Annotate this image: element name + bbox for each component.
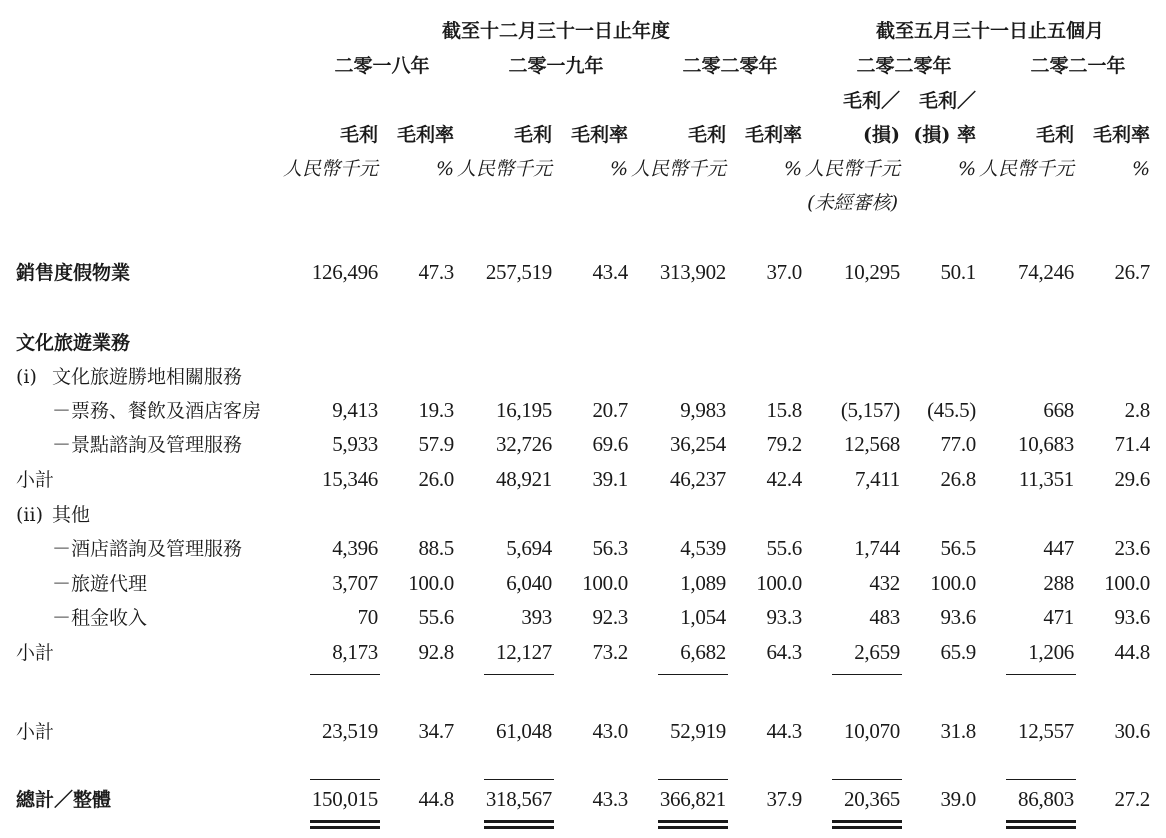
cell-subtotal-cultural-2: 61,048 bbox=[496, 719, 552, 743]
cell-hotel-consulting-9: 23.6 bbox=[1114, 536, 1150, 560]
unit-pct-2019: % bbox=[609, 158, 628, 180]
row-label-scenic-consulting: －景點諮詢及管理服務 bbox=[52, 434, 243, 456]
header-gross-margin-2019: 毛利率 bbox=[570, 124, 628, 146]
cell-rental-5: 93.3 bbox=[766, 605, 802, 629]
cell-rental-2: 393 bbox=[521, 605, 552, 629]
subtotal-rule-2020-five-months bbox=[832, 674, 902, 675]
cell-sales-resort-1: 47.3 bbox=[418, 260, 454, 284]
total-double-rule-2021 bbox=[1006, 820, 1076, 829]
cell-subtotal-i-6: 7,411 bbox=[855, 467, 900, 491]
unit-rmb-2021: 人民幣千元 bbox=[978, 158, 1074, 180]
cell-sales-resort-4: 313,902 bbox=[659, 260, 726, 284]
cell-hotel-consulting-6: 1,744 bbox=[854, 536, 900, 560]
cell-total-0: 150,015 bbox=[311, 787, 378, 811]
unit-pct-2020-five-months: % bbox=[957, 158, 976, 180]
unit-rmb-2020: 人民幣千元 bbox=[630, 158, 726, 180]
cell-scenic-consulting-8: 10,683 bbox=[1018, 432, 1074, 456]
cell-subtotal-i-7: 26.8 bbox=[940, 467, 976, 491]
cell-ticketing-2: 16,195 bbox=[496, 398, 552, 422]
cell-ticketing-9: 2.8 bbox=[1124, 398, 1150, 422]
cell-rental-4: 1,054 bbox=[680, 605, 726, 629]
row-label-rental: －租金收入 bbox=[52, 607, 148, 629]
row-label-ticketing: －票務、餐飲及酒店客房 bbox=[52, 400, 262, 422]
cell-sales-resort-5: 37.0 bbox=[766, 260, 802, 284]
cell-rental-9: 93.6 bbox=[1114, 605, 1150, 629]
cell-subtotal-cultural-3: 43.0 bbox=[592, 719, 628, 743]
cell-travel-agency-2: 6,040 bbox=[506, 571, 552, 595]
total-double-rule-2018 bbox=[310, 820, 380, 829]
cell-hotel-consulting-0: 4,396 bbox=[332, 536, 378, 560]
cell-travel-agency-7: 100.0 bbox=[930, 571, 976, 595]
total-double-rule-2020-five-months bbox=[832, 820, 902, 829]
row-label-scenic-related: 文化旅遊勝地相關服務 bbox=[52, 366, 243, 388]
total-top-rule-2021 bbox=[1006, 779, 1076, 780]
row-label-subtotal-cultural: 小計 bbox=[16, 721, 55, 743]
cell-hotel-consulting-2: 5,694 bbox=[506, 536, 552, 560]
cell-sales-resort-7: 50.1 bbox=[940, 260, 976, 284]
row-label-sales-resort: 銷售度假物業 bbox=[16, 262, 131, 284]
cell-rental-6: 483 bbox=[869, 605, 900, 629]
year-header-2019: 二零一九年 bbox=[508, 55, 604, 77]
cell-subtotal-ii-4: 6,682 bbox=[680, 640, 726, 664]
cell-scenic-consulting-9: 71.4 bbox=[1114, 432, 1150, 456]
cell-subtotal-cultural-0: 23,519 bbox=[322, 719, 378, 743]
cell-rental-0: 70 bbox=[357, 605, 378, 629]
cell-ticketing-5: 15.8 bbox=[766, 398, 802, 422]
cell-sales-resort-2: 257,519 bbox=[485, 260, 552, 284]
cell-subtotal-i-2: 48,921 bbox=[496, 467, 552, 491]
cell-ticketing-4: 9,983 bbox=[680, 398, 726, 422]
header-gp-loss-line1: 毛利／ bbox=[842, 90, 900, 112]
cell-hotel-consulting-3: 56.3 bbox=[592, 536, 628, 560]
cell-ticketing-7: (45.5) bbox=[927, 398, 976, 422]
row-label-cultural-tourism: 文化旅遊業務 bbox=[16, 332, 131, 354]
subtotal-rule-2021 bbox=[1006, 674, 1076, 675]
group-header-year-ended: 截至十二月三十一日止年度 bbox=[441, 20, 671, 42]
cell-travel-agency-3: 100.0 bbox=[582, 571, 628, 595]
total-top-rule-2018 bbox=[310, 779, 380, 780]
cell-subtotal-cultural-6: 10,070 bbox=[844, 719, 900, 743]
cell-hotel-consulting-4: 4,539 bbox=[680, 536, 726, 560]
cell-ticketing-3: 20.7 bbox=[592, 398, 628, 422]
cell-travel-agency-8: 288 bbox=[1043, 571, 1074, 595]
cell-scenic-consulting-5: 79.2 bbox=[766, 432, 802, 456]
unit-pct-2018: % bbox=[435, 158, 454, 180]
cell-subtotal-i-4: 46,237 bbox=[670, 467, 726, 491]
cell-hotel-consulting-7: 56.5 bbox=[940, 536, 976, 560]
header-gross-profit-2019: 毛利 bbox=[513, 124, 552, 146]
cell-total-3: 43.3 bbox=[592, 787, 628, 811]
row-label-subtotal-i: 小計 bbox=[16, 469, 55, 491]
cell-sales-resort-3: 43.4 bbox=[592, 260, 628, 284]
header-gross-margin-2020: 毛利率 bbox=[744, 124, 802, 146]
cell-subtotal-ii-9: 44.8 bbox=[1114, 640, 1150, 664]
cell-subtotal-ii-7: 65.9 bbox=[940, 640, 976, 664]
cell-subtotal-ii-2: 12,127 bbox=[496, 640, 552, 664]
cell-travel-agency-0: 3,707 bbox=[332, 571, 378, 595]
cell-scenic-consulting-1: 57.9 bbox=[418, 432, 454, 456]
cell-ticketing-8: 668 bbox=[1043, 398, 1074, 422]
cell-subtotal-ii-1: 92.8 bbox=[418, 640, 454, 664]
cell-subtotal-cultural-1: 34.7 bbox=[418, 719, 454, 743]
cell-subtotal-ii-8: 1,206 bbox=[1028, 640, 1074, 664]
total-top-rule-2020-five-months bbox=[832, 779, 902, 780]
cell-ticketing-6: (5,157) bbox=[840, 398, 900, 422]
row-num-ii: (ii) bbox=[16, 504, 43, 526]
total-top-rule-2020 bbox=[658, 779, 728, 780]
header-gross-margin-2021: 毛利率 bbox=[1092, 124, 1150, 146]
unit-pct-2021: % bbox=[1131, 158, 1150, 180]
cell-hotel-consulting-8: 447 bbox=[1043, 536, 1074, 560]
cell-scenic-consulting-3: 69.6 bbox=[592, 432, 628, 456]
header-gross-profit-2021: 毛利 bbox=[1035, 124, 1074, 146]
cell-total-2: 318,567 bbox=[485, 787, 552, 811]
cell-subtotal-i-9: 29.6 bbox=[1114, 467, 1150, 491]
cell-sales-resort-0: 126,496 bbox=[311, 260, 378, 284]
group-header-five-months: 截至五月三十一日止五個月 bbox=[875, 20, 1105, 42]
row-num-i: (i) bbox=[16, 366, 37, 388]
header-gross-profit-2020: 毛利 bbox=[687, 124, 726, 146]
cell-total-8: 86,803 bbox=[1018, 787, 1074, 811]
subtotal-rule-2019 bbox=[484, 674, 554, 675]
cell-subtotal-cultural-5: 44.3 bbox=[766, 719, 802, 743]
cell-travel-agency-9: 100.0 bbox=[1104, 571, 1150, 595]
year-header-2018: 二零一八年 bbox=[334, 55, 430, 77]
cell-scenic-consulting-4: 36,254 bbox=[670, 432, 726, 456]
row-label-subtotal-ii: 小計 bbox=[16, 642, 55, 664]
total-double-rule-2020 bbox=[658, 820, 728, 829]
cell-sales-resort-8: 74,246 bbox=[1018, 260, 1074, 284]
cell-ticketing-1: 19.3 bbox=[418, 398, 454, 422]
year-header-2020-five-months: 二零二零年 bbox=[856, 55, 952, 77]
cell-subtotal-cultural-7: 31.8 bbox=[940, 719, 976, 743]
cell-subtotal-cultural-9: 30.6 bbox=[1114, 719, 1150, 743]
cell-subtotal-i-0: 15,346 bbox=[322, 467, 378, 491]
cell-travel-agency-6: 432 bbox=[869, 571, 900, 595]
cell-sales-resort-6: 10,295 bbox=[844, 260, 900, 284]
cell-total-5: 37.9 bbox=[766, 787, 802, 811]
total-double-rule-2019 bbox=[484, 820, 554, 829]
unit-rmb-2019: 人民幣千元 bbox=[456, 158, 552, 180]
cell-subtotal-ii-3: 73.2 bbox=[592, 640, 628, 664]
cell-total-1: 44.8 bbox=[418, 787, 454, 811]
header-gm-loss-line2: (損) 率 bbox=[913, 124, 976, 146]
unit-pct-2020: % bbox=[783, 158, 802, 180]
cell-sales-resort-9: 26.7 bbox=[1114, 260, 1150, 284]
cell-travel-agency-4: 1,089 bbox=[680, 571, 726, 595]
cell-travel-agency-1: 100.0 bbox=[408, 571, 454, 595]
year-header-2021-five-months: 二零二一年 bbox=[1030, 55, 1126, 77]
cell-rental-8: 471 bbox=[1043, 605, 1074, 629]
cell-total-7: 39.0 bbox=[940, 787, 976, 811]
total-top-rule-2019 bbox=[484, 779, 554, 780]
header-gross-profit-2018: 毛利 bbox=[339, 124, 378, 146]
cell-subtotal-ii-0: 8,173 bbox=[332, 640, 378, 664]
cell-rental-3: 92.3 bbox=[592, 605, 628, 629]
row-label-travel-agency: －旅遊代理 bbox=[52, 573, 148, 595]
row-label-total: 總計／整體 bbox=[16, 789, 112, 811]
unit-rmb-2018: 人民幣千元 bbox=[282, 158, 378, 180]
cell-subtotal-ii-5: 64.3 bbox=[766, 640, 802, 664]
cell-subtotal-i-3: 39.1 bbox=[592, 467, 628, 491]
header-gross-margin-2018: 毛利率 bbox=[396, 124, 454, 146]
cell-ticketing-0: 9,413 bbox=[332, 398, 378, 422]
unaudited-note: (未經審核) bbox=[807, 192, 898, 214]
cell-subtotal-cultural-8: 12,557 bbox=[1018, 719, 1074, 743]
cell-scenic-consulting-0: 5,933 bbox=[332, 432, 378, 456]
cell-travel-agency-5: 100.0 bbox=[756, 571, 802, 595]
cell-scenic-consulting-6: 12,568 bbox=[844, 432, 900, 456]
row-label-others: 其他 bbox=[52, 504, 91, 526]
unit-rmb-2020-five-months: 人民幣千元 bbox=[804, 158, 900, 180]
cell-total-4: 366,821 bbox=[659, 787, 726, 811]
cell-total-6: 20,365 bbox=[844, 787, 900, 811]
cell-subtotal-i-1: 26.0 bbox=[418, 467, 454, 491]
cell-scenic-consulting-7: 77.0 bbox=[940, 432, 976, 456]
cell-scenic-consulting-2: 32,726 bbox=[496, 432, 552, 456]
header-gm-loss-line1: 毛利／ bbox=[918, 90, 976, 112]
cell-rental-1: 55.6 bbox=[418, 605, 454, 629]
cell-total-9: 27.2 bbox=[1114, 787, 1150, 811]
cell-subtotal-cultural-4: 52,919 bbox=[670, 719, 726, 743]
cell-subtotal-i-8: 11,351 bbox=[1018, 467, 1074, 491]
cell-subtotal-i-5: 42.4 bbox=[766, 467, 802, 491]
cell-hotel-consulting-5: 55.6 bbox=[766, 536, 802, 560]
row-label-hotel-consulting: －酒店諮詢及管理服務 bbox=[52, 538, 243, 560]
subtotal-rule-2018 bbox=[310, 674, 380, 675]
year-header-2020: 二零二零年 bbox=[682, 55, 778, 77]
cell-rental-7: 93.6 bbox=[940, 605, 976, 629]
cell-subtotal-ii-6: 2,659 bbox=[854, 640, 900, 664]
header-gp-loss-line2: (損) bbox=[863, 124, 900, 146]
cell-hotel-consulting-1: 88.5 bbox=[418, 536, 454, 560]
subtotal-rule-2020 bbox=[658, 674, 728, 675]
